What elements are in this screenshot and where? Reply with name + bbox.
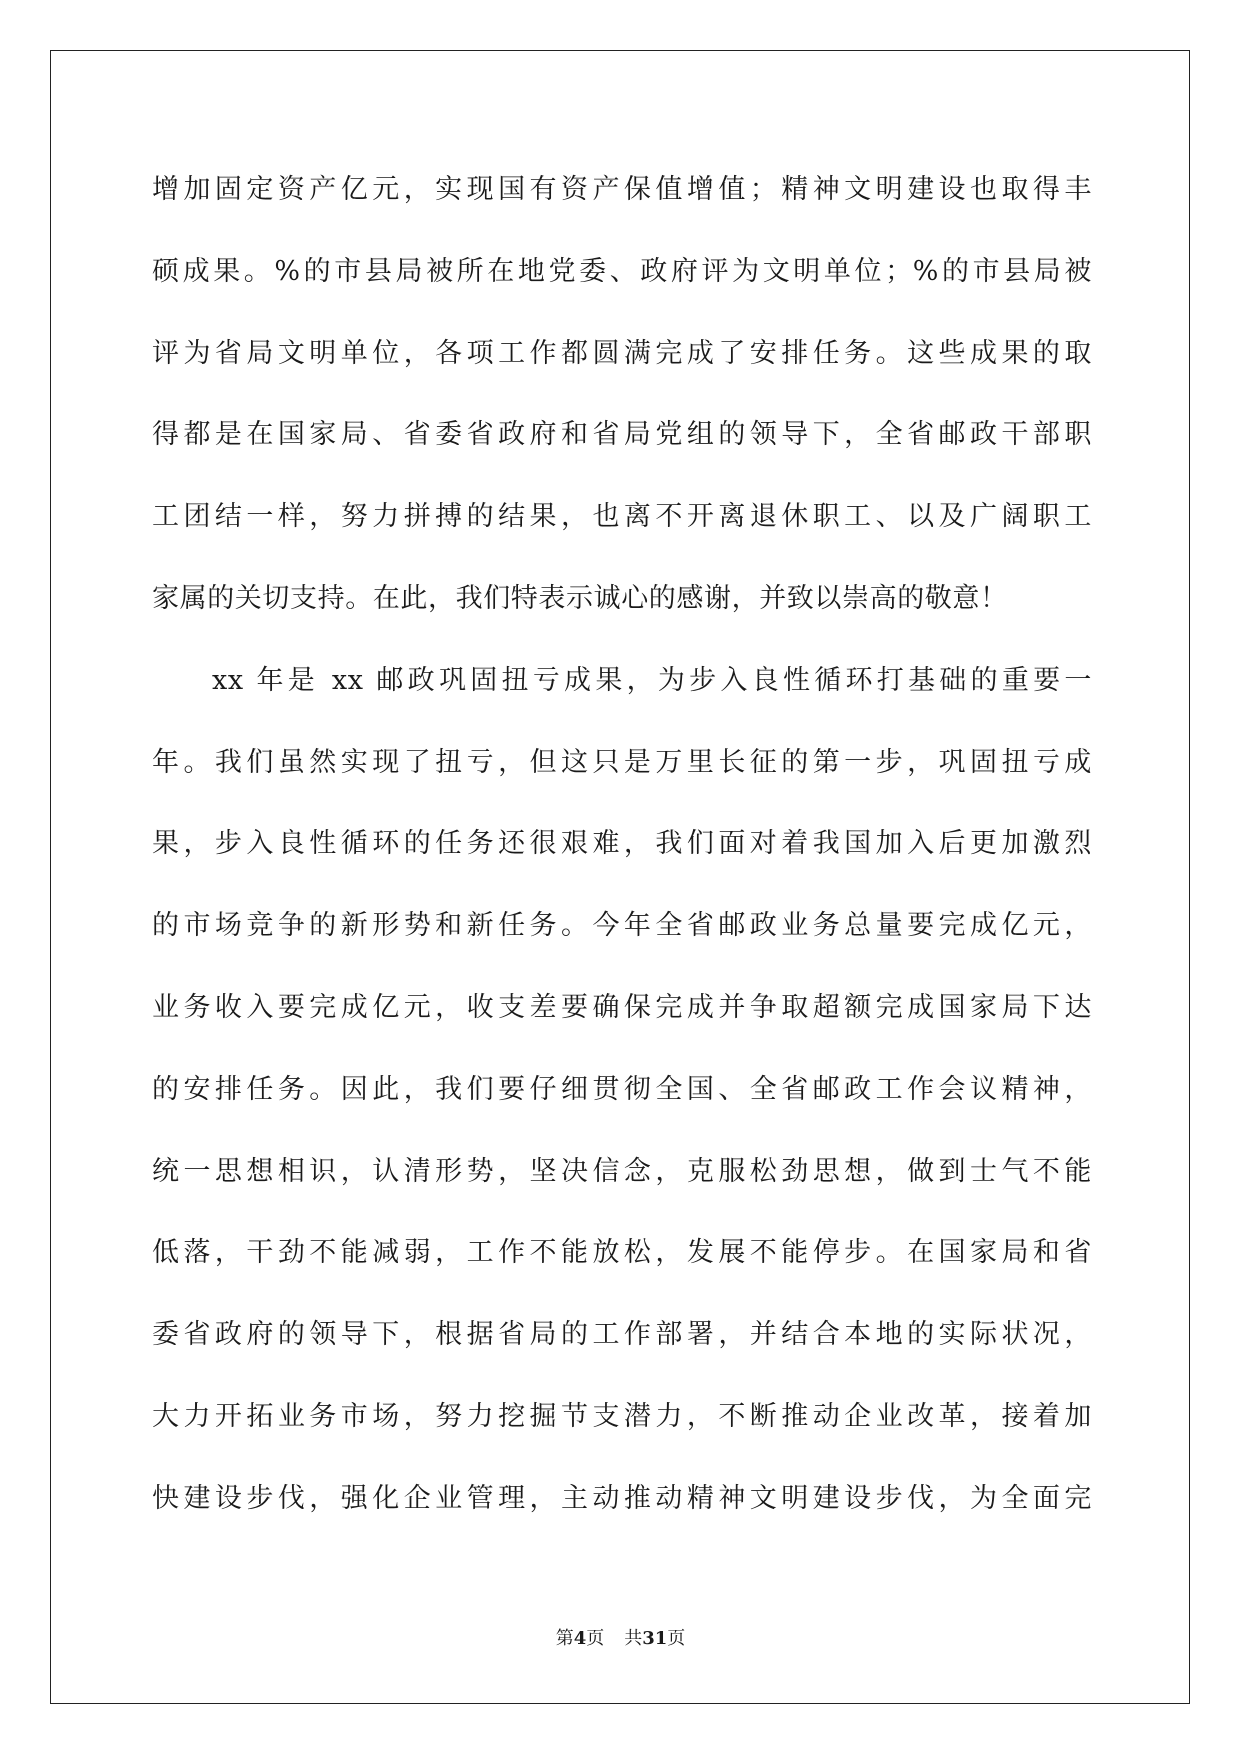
text-line: 低落，干劲不能减弱，工作不能放松，发展不能停步。在国家局和省 (152, 1237, 1092, 1269)
text-line: xx 年是 xx 邮政巩固扭亏成果，为步入良性循环打基础的重要一 (212, 664, 1092, 696)
text-line: 增加固定资产亿元，实现国有资产保值增值；精神文明建设也取得丰 (152, 174, 1092, 205)
text-line: 大力开拓业务市场，努力挖掘节支潜力，不断推动企业改革，接着加 (152, 1400, 1092, 1432)
text-line: 家属的关切支持。在此，我们特表示诚心的感谢，并致以崇高的敬意！ (152, 582, 1008, 614)
total-pages: 31 (642, 1628, 668, 1649)
text-line: 硕成果。%的市县局被所在地党委、政府评为文明单位；%的市县局被 (152, 255, 1092, 287)
text-line: 统一思想相识，认清形势，坚决信念，克服松劲思想，做到士气不能 (152, 1155, 1092, 1187)
text-line: 得都是在国家局、省委省政府和省局党组的领导下，全省邮政干部职 (152, 419, 1092, 451)
total-label-prefix: 共 (624, 1628, 643, 1649)
text-line: 评为省局文明单位，各项工作都圆满完成了安排任务。这些成果的取 (152, 337, 1092, 369)
text-line: 果，步入良性循环的任务还很艰难，我们面对着我国加入后更加激烈 (152, 828, 1092, 860)
page-footer (0, 1624, 1241, 1650)
text-line: 快建设步伐，强化企业管理，主动推动精神文明建设步伐，为全面完 (152, 1482, 1092, 1514)
text-line: 工团结一样，努力拼搏的结果，也离不开离退休职工、以及广阔职工 (152, 501, 1092, 533)
page-label-suffix: 页 (586, 1628, 605, 1649)
text-line: 委省政府的领导下，根据省局的工作部署，并结合本地的实际状况， (152, 1319, 1092, 1351)
total-label-suffix: 页 (667, 1628, 686, 1649)
page-number: 4 (573, 1628, 587, 1649)
text-line: 年。我们虽然实现了扭亏，但这只是万里长征的第一步，巩固扭亏成 (152, 746, 1092, 778)
text-line: 的市场竞争的新形势和新任务。今年全省邮政业务总量要完成亿元， (152, 910, 1092, 942)
text-line: 业务收入要完成亿元，收支差要确保完成并争取超额完成国家局下达 (152, 991, 1092, 1023)
document-body (152, 156, 1092, 1547)
text-line: 的安排任务。因此，我们要仔细贯彻全国、全省邮政工作会议精神， (152, 1073, 1092, 1105)
page-label-prefix: 第 (555, 1628, 574, 1649)
